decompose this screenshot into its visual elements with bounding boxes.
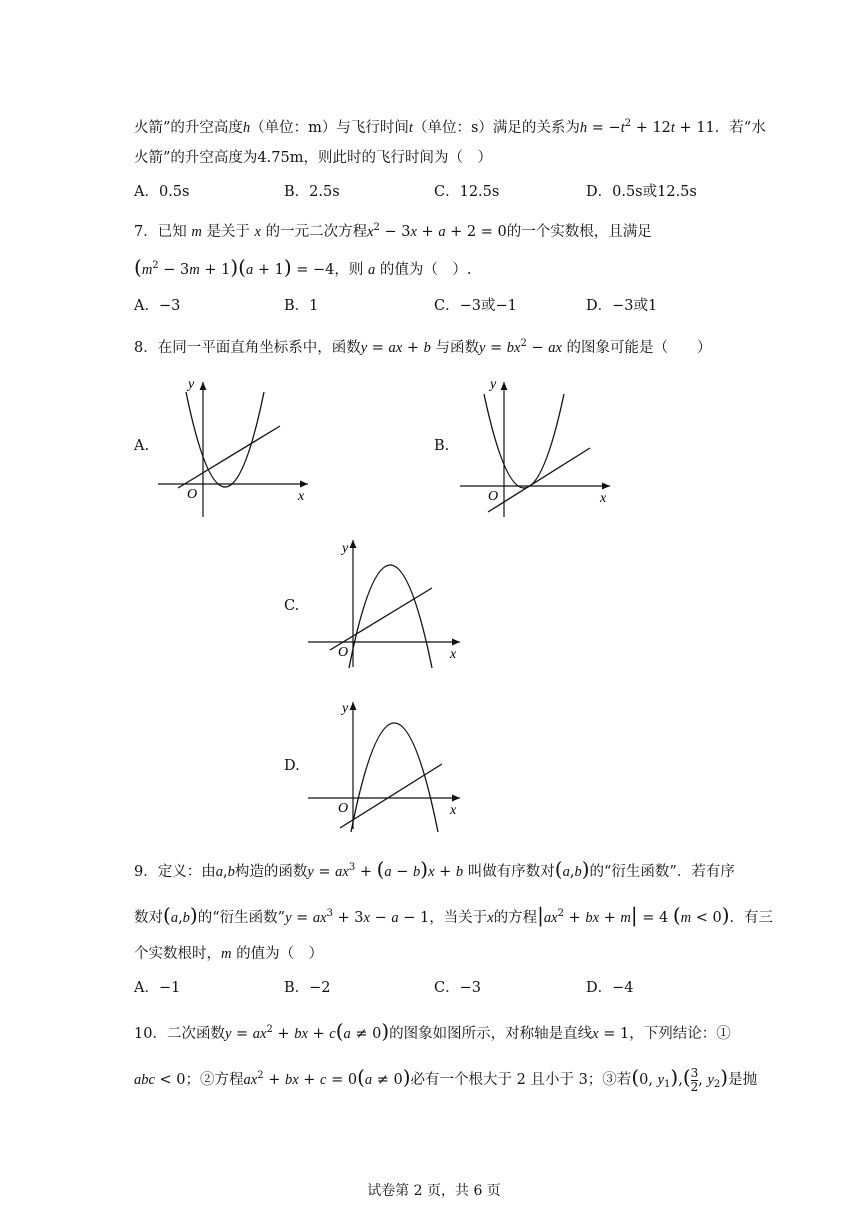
q7-equation: a	[438, 224, 446, 240]
y-axis-label: y	[342, 541, 349, 556]
q8-line-1: 8．在同一平面直角坐标系中，函数y = ax + b 与函数$y = bx^2$ − ax 的图象可能是（ ）	[134, 338, 712, 356]
q6-option-d: D．0.5s或12.5s	[586, 184, 697, 200]
q9-text: 构造的函数	[234, 864, 308, 880]
x-axis-label: x	[298, 489, 305, 504]
q9-line-1: 9．定义：由a,b构造的函数$y = ax^3 + (a - b)x + b$ 叫做有序数对(a,b)的“衍生函数”．若有序	[134, 857, 735, 881]
x-axis-label: x	[450, 803, 457, 818]
q6-formula: h	[579, 120, 588, 136]
q7-equation: 2	[373, 222, 380, 233]
q7-option-d: D．−3或1	[586, 298, 658, 314]
q9-line-3	[134, 944, 323, 964]
origin-label: O	[338, 645, 349, 660]
q6-line-2: 火箭”的升空高度为4.75m，则此时的飞行时间为（ ）	[134, 150, 492, 166]
graph-c-label: C.	[284, 598, 300, 614]
q10-abc: abc	[134, 1072, 155, 1088]
var-x: x	[487, 910, 494, 926]
q10-equation: ax	[243, 1072, 258, 1088]
q6-formula: t	[670, 120, 675, 136]
graph-d-label: D.	[284, 758, 300, 774]
var-x: x	[254, 224, 261, 240]
q7-text: 是关于	[206, 224, 250, 240]
q8-func2: y	[478, 340, 486, 356]
q10-line-2: abc < 0；②方程$ax^2$ + bx + c = 0(a ≠ 0)必有一个根大于 2 且小于 3；③若(0, $y_1$),( $\frac{3}{2}$ , $y_2$)是抛	[134, 1065, 758, 1094]
q9-text: 的“衍生函数”．若有序	[589, 864, 735, 880]
q9-text: 的方程	[493, 910, 538, 926]
q9-text: ．有三	[729, 910, 774, 926]
q9-text: 9．定义：由	[134, 864, 216, 880]
var-m: m	[191, 224, 202, 240]
q7-text: 的一个实数根，且满足	[506, 224, 652, 240]
q9-ab: a	[215, 864, 223, 880]
graph-c	[302, 532, 472, 672]
q8-text: 的图象可能是（ ）	[566, 340, 712, 356]
q9-option-d: D．−4	[586, 980, 634, 996]
q7-option-a: A．−3	[134, 298, 181, 314]
q10-text: ，下列结论：①	[629, 1026, 731, 1042]
q10-text: 是抛	[728, 1072, 758, 1088]
q6-text: （单位：m）与飞行时间	[250, 120, 409, 136]
origin-label: O	[488, 489, 499, 504]
q9-text: 的“衍生函数”	[197, 910, 286, 926]
q10-text: ；②方程	[185, 1072, 244, 1088]
q9-text: 的值为（ ）	[236, 946, 324, 962]
x-axis-label: x	[450, 647, 457, 662]
q6-option-c: C．12.5s	[434, 184, 500, 200]
graph-b	[452, 372, 622, 522]
q7-equation: x	[367, 224, 374, 240]
q10-points: (0, $y_1$),( $\frac{3}{2}$ , $y_2$)	[631, 1065, 729, 1094]
q9-text: 数对	[134, 910, 163, 926]
q7-condition: $(m^2 - 3m + 1)(a + 1) = -4$	[134, 255, 335, 279]
q9-line-2: 数对(a,b)的“衍生函数”y = $ax^3 + 3x - a - 1$，当关于x的方程$|ax^2$ + bx + m| = 4 (m < 0)．有三	[134, 903, 774, 927]
graph-a	[150, 372, 320, 522]
q6-text: （单位：s）满足的关系为	[412, 120, 580, 136]
q9-option-c: C．−3	[434, 980, 481, 996]
q7-option-b: B．1	[284, 298, 319, 314]
q7-text: 的一元二次方程	[265, 224, 368, 240]
q7-equation: x	[410, 224, 417, 240]
var-h: h	[242, 120, 251, 136]
q10-line-1: 10．二次函数$y = ax^2$ + bx + c(a ≠ 0)的图象如图所示，对称轴是直线x = 1，下列结论：①	[134, 1019, 731, 1043]
q7-text: 7．已知	[134, 224, 187, 240]
q8-text: 8．在同一平面直角坐标系中，函数	[134, 340, 361, 356]
q7-text: ，则	[334, 262, 364, 278]
q7-line-1: 7．已知 m 是关于 x 的一元二次方程$x^2 - 3x + a + 2 = 0$的一个实数根，且满足	[134, 222, 652, 240]
graph-b-label: B.	[434, 438, 450, 454]
q9-text: ，当关于	[429, 910, 488, 926]
var-t: t	[408, 120, 413, 136]
q6-formula: 2	[624, 118, 632, 129]
q10-axis: x	[592, 1026, 599, 1042]
graph-a-label: A.	[134, 438, 150, 454]
q6-option-b: B．2.5s	[284, 184, 340, 200]
q6-line-1: 火箭”的升空高度h（单位：m）与飞行时间t（单位：s）满足的关系为$h = -t^2 + 12t + 11$．若“水	[134, 118, 766, 136]
graph-d	[302, 694, 472, 834]
origin-label: O	[338, 801, 349, 816]
y-axis-label: y	[188, 377, 195, 392]
q9-option-b: B．−2	[284, 980, 331, 996]
origin-label: O	[187, 487, 198, 502]
q6-formula: t	[620, 120, 625, 136]
q9-derived-func: y	[285, 910, 292, 926]
q7-text: 的值为（ ）.	[379, 262, 472, 278]
q10-text: 10．二次函数	[134, 1026, 225, 1042]
q10-func: y	[224, 1026, 232, 1042]
q6-text: ．若“水	[714, 120, 766, 136]
q6-text: 火箭”的升空高度	[134, 120, 243, 136]
q10-text: 必有一个根大于 2 且小于 3；③若	[410, 1072, 632, 1088]
x-axis-label: x	[600, 491, 607, 506]
q6-option-a: A．0.5s	[134, 184, 190, 200]
var-m: m	[221, 946, 232, 962]
q9-equation: $|ax^2$ + bx + m| = 4 (m < 0)	[537, 903, 730, 927]
q8-text: 与函数	[435, 340, 479, 356]
q9-text: 个实数根时，	[134, 946, 221, 962]
q9-option-a: A．−1	[134, 980, 181, 996]
q8-func1: y	[360, 340, 368, 356]
y-axis-label: y	[490, 377, 497, 392]
q7-line-2	[134, 256, 471, 280]
q9-func: y	[307, 864, 314, 880]
q7-option-c: C．−3或−1	[434, 298, 517, 314]
q10-text: 的图象如图所示，对称轴是直线	[389, 1026, 593, 1042]
var-a: a	[367, 262, 376, 278]
page-footer: 试卷第 2 页，共 6 页	[367, 1183, 501, 1199]
y-axis-label: y	[342, 701, 349, 716]
q9-text: 叫做有序数对	[467, 864, 555, 880]
